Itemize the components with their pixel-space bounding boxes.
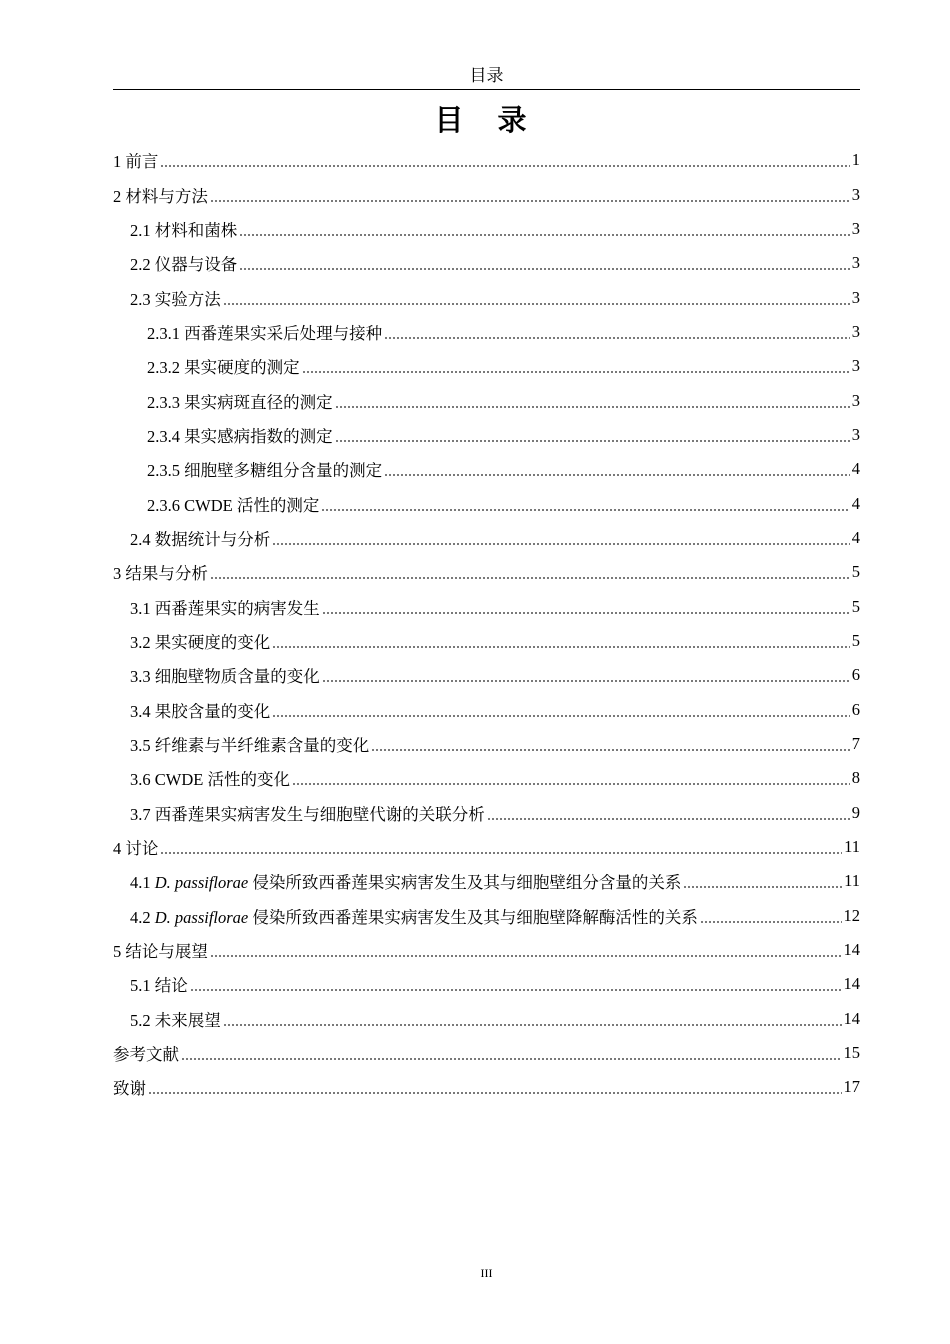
toc-entry[interactable]	[113, 864, 860, 898]
toc-entry-page: 17	[843, 1077, 860, 1097]
toc-entry[interactable]	[113, 933, 860, 967]
toc-entry-label: 2.3.5 细胞壁多糖组分含量的测定	[147, 461, 383, 481]
toc-entry-page: 1	[851, 150, 860, 170]
dot-leader	[160, 852, 842, 854]
table-of-contents	[113, 143, 860, 1105]
toc-entry-page: 4	[851, 459, 860, 479]
toc-entry-page: 14	[843, 974, 860, 994]
toc-entry[interactable]	[113, 658, 860, 692]
toc-entry[interactable]	[113, 967, 860, 1001]
toc-entry-label	[130, 869, 681, 893]
toc-entry-page: 15	[843, 1043, 860, 1063]
dot-leader	[239, 268, 850, 270]
toc-entry-page: 9	[851, 802, 860, 822]
toc-entry[interactable]	[113, 727, 860, 761]
dot-leader	[335, 440, 850, 442]
toc-entry[interactable]	[113, 1070, 860, 1104]
dot-leader	[371, 749, 850, 751]
dot-leader	[487, 818, 850, 820]
toc-entry-page: 4	[851, 493, 860, 513]
toc-entry[interactable]	[113, 212, 860, 246]
toc-entry-page: 5	[851, 562, 860, 582]
dot-leader	[384, 474, 850, 476]
species-name: D. passiflorae	[154, 873, 249, 893]
toc-entry[interactable]	[113, 177, 860, 211]
toc-entry-page: 14	[843, 1008, 860, 1028]
dot-leader	[239, 234, 850, 236]
toc-entry-label	[130, 904, 698, 928]
toc-entry-page: 11	[844, 837, 860, 857]
dot-leader	[210, 955, 842, 957]
toc-entry-label: 1 前言	[113, 152, 159, 172]
toc-entry-page: 14	[843, 940, 860, 960]
dot-leader	[700, 921, 842, 923]
toc-entry-label: 3.4 果胶含量的变化	[130, 701, 271, 721]
toc-entry-page: 6	[851, 699, 860, 719]
toc-entry[interactable]	[113, 486, 860, 520]
toc-entry-label: 2.3.1 西番莲果实采后处理与接种	[147, 323, 383, 343]
toc-entry-page: 3	[851, 218, 860, 238]
toc-entry-label: 2.1 材料和菌株	[130, 220, 238, 240]
toc-entry-label: 2.4 数据统计与分析	[130, 529, 271, 549]
dot-leader	[160, 165, 849, 167]
toc-entry[interactable]	[113, 383, 860, 417]
toc-entry[interactable]	[113, 315, 860, 349]
toc-entry-page: 11	[844, 871, 860, 891]
dot-leader	[272, 715, 850, 717]
toc-entry-page: 12	[843, 905, 860, 925]
toc-entry-label-suffix: 侵染所致西番莲果实病害发生及其与细胞壁降解酶活性的关系	[248, 907, 698, 927]
dot-leader	[190, 989, 842, 991]
toc-entry[interactable]	[113, 349, 860, 383]
dot-leader	[181, 1058, 842, 1060]
toc-entry[interactable]	[113, 521, 860, 555]
toc-entry[interactable]	[113, 1036, 860, 1070]
toc-entry-label: 致谢	[113, 1079, 146, 1099]
toc-entry-label: 2.3.2 果实硬度的测定	[147, 358, 300, 378]
toc-entry-label: 3.2 果实硬度的变化	[130, 632, 271, 652]
dot-leader	[272, 543, 850, 545]
toc-entry-label: 3.1 西番莲果实的病害发生	[130, 598, 320, 618]
toc-entry-page: 5	[851, 596, 860, 616]
toc-entry[interactable]	[113, 555, 860, 589]
toc-entry[interactable]	[113, 280, 860, 314]
toc-entry-label: 5 结论与展望	[113, 942, 208, 962]
dot-leader	[223, 303, 850, 305]
toc-entry[interactable]	[113, 452, 860, 486]
dot-leader	[322, 680, 850, 682]
toc-entry-label-prefix: 4.2	[130, 907, 155, 927]
toc-entry-label: 3.6 CWDE 活性的变化	[130, 770, 290, 790]
toc-entry-page: 3	[851, 321, 860, 341]
toc-entry-label: 2.3 实验方法	[130, 289, 221, 309]
toc-entry-page: 6	[851, 665, 860, 685]
page-number: III	[480, 1266, 493, 1280]
toc-entry-page: 5	[851, 630, 860, 650]
species-name: D. passiflorae	[154, 907, 249, 927]
toc-entry-label: 4 讨论	[113, 839, 159, 859]
dot-leader	[321, 509, 849, 511]
running-header: 目录	[469, 66, 504, 85]
dot-leader	[210, 200, 850, 202]
toc-entry-page: 3	[851, 424, 860, 444]
header-rule	[113, 89, 860, 90]
dot-leader	[272, 646, 850, 648]
dot-leader	[384, 337, 850, 339]
dot-leader	[683, 886, 842, 888]
toc-entry-page: 3	[851, 184, 860, 204]
toc-title: 目 录	[434, 103, 539, 137]
toc-entry[interactable]	[113, 1002, 860, 1036]
toc-entry-label: 2.3.6 CWDE 活性的测定	[147, 495, 320, 515]
toc-entry-label: 5.2 未来展望	[130, 1010, 221, 1030]
toc-entry[interactable]	[113, 899, 860, 933]
toc-entry-label: 3 结果与分析	[113, 564, 208, 584]
toc-entry[interactable]	[113, 693, 860, 727]
dot-leader	[148, 1092, 842, 1094]
dot-leader	[302, 371, 850, 373]
toc-entry-label: 2.3.4 果实感病指数的测定	[147, 426, 333, 446]
toc-entry-page: 3	[851, 253, 860, 273]
toc-entry-page: 8	[851, 768, 860, 788]
toc-entry[interactable]	[113, 761, 860, 795]
toc-entry[interactable]	[113, 830, 860, 864]
toc-entry[interactable]	[113, 418, 860, 452]
toc-entry-label: 3.3 细胞壁物质含量的变化	[130, 667, 320, 687]
toc-entry-label-suffix: 侵染所致西番莲果实病害发生及其与细胞壁组分含量的关系	[248, 873, 682, 893]
toc-entry[interactable]	[113, 143, 860, 177]
toc-entry[interactable]	[113, 624, 860, 658]
dot-leader	[223, 1024, 842, 1026]
dot-leader	[335, 406, 850, 408]
toc-entry-page: 3	[851, 390, 860, 410]
toc-entry[interactable]	[113, 589, 860, 623]
toc-entry[interactable]	[113, 246, 860, 280]
toc-entry-label: 2.2 仪器与设备	[130, 255, 238, 275]
toc-entry-label: 3.7 西番莲果实病害发生与细胞壁代谢的关联分析	[130, 804, 485, 824]
toc-entry-label: 3.5 纤维素与半纤维素含量的变化	[130, 736, 370, 756]
toc-entry-page: 3	[851, 356, 860, 376]
toc-entry-label-prefix: 4.1	[130, 873, 155, 893]
toc-entry-label: 2 材料与方法	[113, 186, 208, 206]
toc-entry-label: 5.1 结论	[130, 976, 188, 996]
toc-entry-page: 4	[851, 527, 860, 547]
dot-leader	[210, 577, 850, 579]
dot-leader	[322, 612, 850, 614]
toc-entry[interactable]	[113, 796, 860, 830]
toc-entry-page: 3	[851, 287, 860, 307]
toc-entry-page: 7	[851, 734, 860, 754]
dot-leader	[292, 783, 850, 785]
toc-entry-label: 2.3.3 果实病斑直径的测定	[147, 392, 333, 412]
toc-entry-label: 参考文献	[113, 1045, 179, 1065]
